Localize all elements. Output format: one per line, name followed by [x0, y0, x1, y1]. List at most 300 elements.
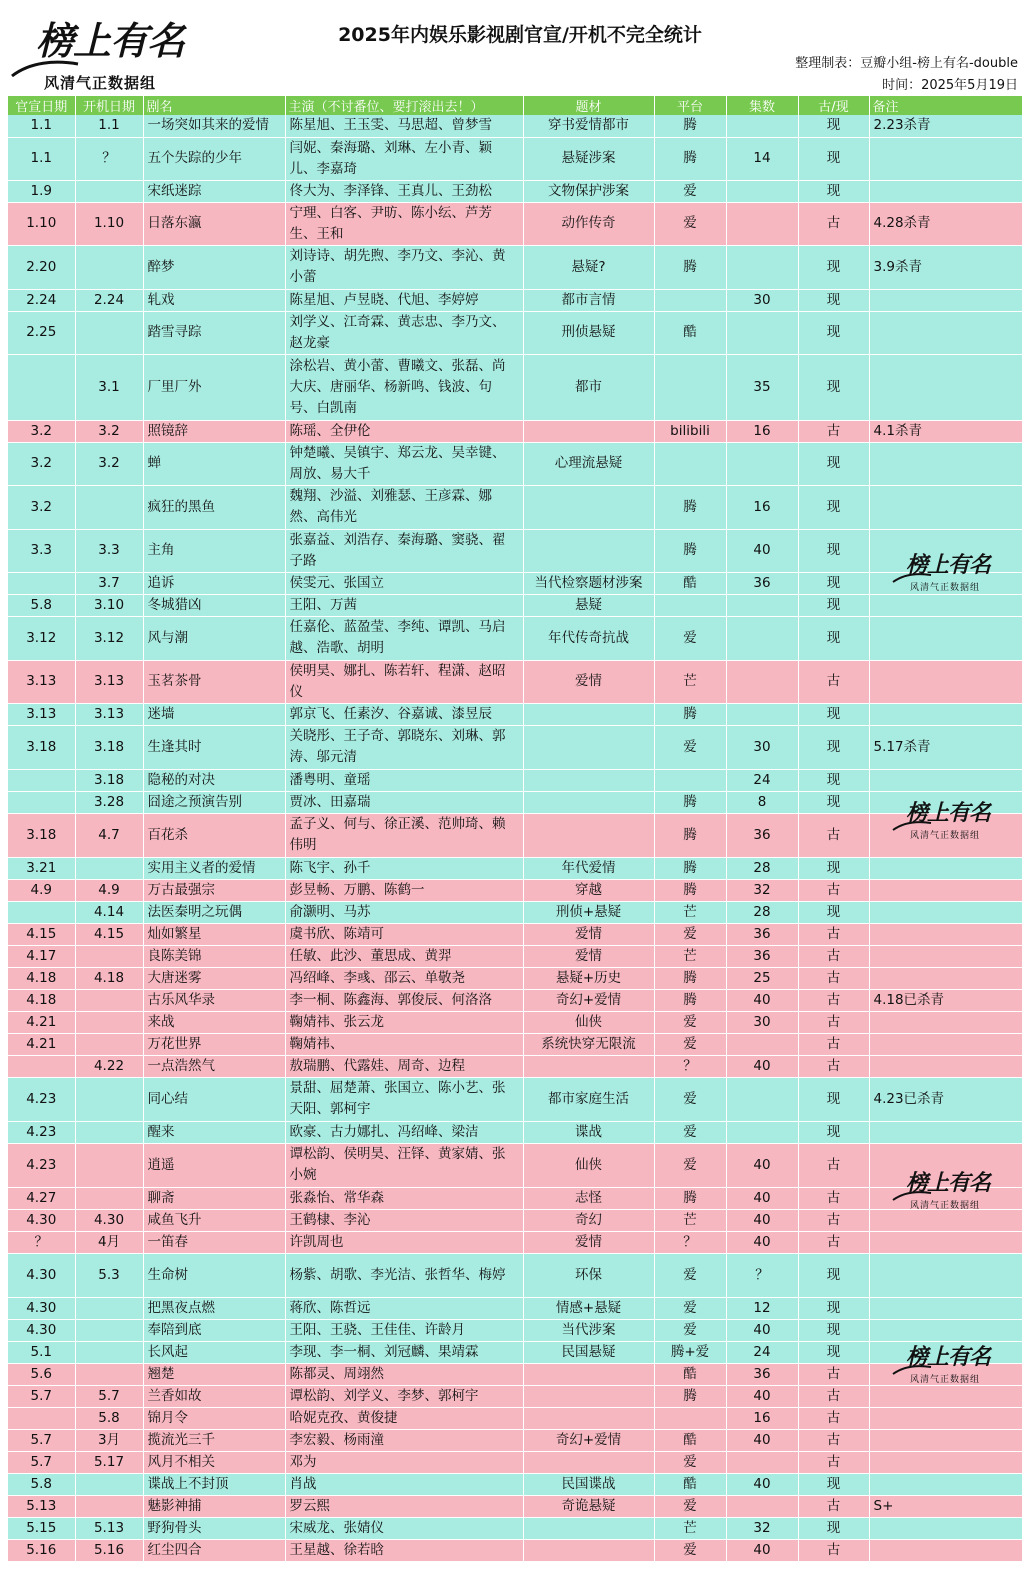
cell-cast: 欧豪、古力娜扎、冯绍峰、梁洁: [285, 1121, 523, 1143]
cell-episodes: 36: [726, 923, 798, 945]
cell-era: 古: [798, 1407, 869, 1429]
table-row: [8, 1341, 1022, 1363]
cell-start-date: [75, 1077, 143, 1121]
table-row: [8, 529, 1022, 572]
cell-genre: 穿越: [523, 879, 654, 901]
cell-platform: 爱: [654, 1319, 726, 1341]
cell-drama-title: 追诉: [143, 572, 285, 594]
cell-platform: 腾: [654, 857, 726, 879]
cell-drama-title: 日落东瀛: [143, 202, 285, 245]
col-header-platform: 平台: [654, 96, 726, 115]
cell-notes: [869, 1121, 1022, 1143]
cell-start-date: [75, 180, 143, 202]
cell-drama-title: 风月不相关: [143, 1451, 285, 1473]
cell-platform: 腾: [654, 529, 726, 572]
cell-cast: 佟大为、李泽锋、王真儿、王劲松: [285, 180, 523, 202]
cell-platform: 爱: [654, 1539, 726, 1561]
cell-drama-title: 逍遥: [143, 1143, 285, 1187]
cell-episodes: 24: [726, 1341, 798, 1363]
cell-announce-date: 5.8: [8, 1473, 75, 1495]
cell-start-date: [75, 857, 143, 879]
cell-cast: 蒋欣、陈哲远: [285, 1297, 523, 1319]
cell-drama-title: 良陈美锦: [143, 945, 285, 967]
cell-genre: [523, 769, 654, 791]
cell-announce-date: 3.18: [8, 813, 75, 857]
cell-platform: 酷: [654, 1363, 726, 1385]
cell-drama-title: 谍战上不封顶: [143, 1473, 285, 1495]
cell-cast: 郭京飞、任素汐、谷嘉诚、漆昱辰: [285, 703, 523, 725]
cell-start-date: 3.18: [75, 725, 143, 769]
cell-notes: [869, 137, 1022, 180]
cell-platform: 爱: [654, 1143, 726, 1187]
watermark-logo: [888, 1340, 998, 1390]
cell-genre: 都市家庭生活: [523, 1077, 654, 1121]
cell-notes: [869, 857, 1022, 879]
cell-start-date: 4月: [75, 1231, 143, 1253]
cell-episodes: 40: [726, 1319, 798, 1341]
table-row: [8, 442, 1022, 485]
cell-episodes: [726, 660, 798, 703]
cell-start-date: 3.2: [75, 420, 143, 442]
cell-platform: 酷: [654, 572, 726, 594]
table-row: [8, 485, 1022, 529]
cell-announce-date: 1.9: [8, 180, 75, 202]
cell-notes: [869, 879, 1022, 901]
cell-era: 古: [798, 923, 869, 945]
cell-cast: 王鹤棣、李沁: [285, 1209, 523, 1231]
cell-genre: 悬疑+历史: [523, 967, 654, 989]
cell-start-date: 4.7: [75, 813, 143, 857]
cell-episodes: [726, 1451, 798, 1473]
col-header-title: 剧名: [143, 96, 285, 115]
cell-era: 现: [798, 1517, 869, 1539]
cell-era: 古: [798, 1231, 869, 1253]
table-row: [8, 572, 1022, 594]
cell-notes: 4.18已杀青: [869, 989, 1022, 1011]
watermark-text: 榜上有名: [906, 800, 991, 826]
cell-genre: 志怪: [523, 1187, 654, 1209]
table-row: [8, 420, 1022, 442]
cell-notes: [869, 311, 1022, 354]
cell-genre: [523, 791, 654, 813]
cell-episodes: 40: [726, 1209, 798, 1231]
cell-cast: 刘学义、江奇霖、黄志忠、李乃文、赵龙豪: [285, 311, 523, 354]
cell-drama-title: 灿如繁星: [143, 923, 285, 945]
cell-drama-title: 风与潮: [143, 616, 285, 660]
cell-era: 现: [798, 485, 869, 529]
cell-era: 现: [798, 180, 869, 202]
cell-announce-date: 2.25: [8, 311, 75, 354]
cell-drama-title: 轧戏: [143, 289, 285, 311]
table-row: [8, 857, 1022, 879]
cell-drama-title: 法医秦明之玩偶: [143, 901, 285, 923]
cell-platform: [654, 354, 726, 420]
cell-platform: 腾: [654, 879, 726, 901]
cell-drama-title: 迷墙: [143, 703, 285, 725]
cell-start-date: 3.7: [75, 572, 143, 594]
cell-platform: ？: [654, 1231, 726, 1253]
cell-episodes: 35: [726, 354, 798, 420]
cell-announce-date: 5.13: [8, 1495, 75, 1517]
cell-episodes: 28: [726, 901, 798, 923]
cell-drama-title: 五个失踪的少年: [143, 137, 285, 180]
cell-notes: [869, 1011, 1022, 1033]
cell-cast: 李现、李一桐、刘冠麟、果靖霖: [285, 1341, 523, 1363]
cell-episodes: 28: [726, 857, 798, 879]
cell-start-date: [75, 1143, 143, 1187]
cell-episodes: 40: [726, 1429, 798, 1451]
cell-announce-date: 1.10: [8, 202, 75, 245]
cell-genre: 民国谍战: [523, 1473, 654, 1495]
cell-episodes: [726, 202, 798, 245]
cell-start-date: 3.28: [75, 791, 143, 813]
table-row: [8, 660, 1022, 703]
cell-genre: 文物保护涉案: [523, 180, 654, 202]
cell-episodes: 40: [726, 1231, 798, 1253]
cell-cast: 涂松岩、黄小蕾、曹曦文、张磊、尚大庆、唐丽华、杨新鸣、钱波、句号、白凯南: [285, 354, 523, 420]
cell-notes: [869, 901, 1022, 923]
cell-notes: [869, 485, 1022, 529]
cell-genre: 仙侠: [523, 1011, 654, 1033]
cell-platform: 爱: [654, 1011, 726, 1033]
cell-cast: 许凯周也: [285, 1231, 523, 1253]
cell-drama-title: 宋纸迷踪: [143, 180, 285, 202]
cell-era: 古: [798, 967, 869, 989]
cell-drama-title: 聊斋: [143, 1187, 285, 1209]
cell-cast: 孟子义、何与、徐正溪、范帅琦、赖伟明: [285, 813, 523, 857]
table-row: [8, 945, 1022, 967]
cell-announce-date: 1.1: [8, 115, 75, 137]
cell-drama-title: 生命树: [143, 1253, 285, 1297]
table-row: [8, 1407, 1022, 1429]
cell-era: 古: [798, 1495, 869, 1517]
cell-genre: 爱情: [523, 1231, 654, 1253]
cell-notes: [869, 1473, 1022, 1495]
cell-platform: [654, 1407, 726, 1429]
cell-announce-date: 5.1: [8, 1341, 75, 1363]
cell-cast: 关晓彤、王子奇、郭晓东、刘琳、郭涛、邬元清: [285, 725, 523, 769]
cell-platform: 爱: [654, 1253, 726, 1297]
cell-cast: 谭松韵、刘学义、李梦、郭柯宇: [285, 1385, 523, 1407]
cell-platform: [654, 442, 726, 485]
cell-era: 古: [798, 945, 869, 967]
table-row: [8, 1495, 1022, 1517]
cell-drama-title: 兰香如故: [143, 1385, 285, 1407]
cell-era: 现: [798, 1121, 869, 1143]
col-header-era: 古/现: [798, 96, 869, 115]
cell-announce-date: 4.21: [8, 1033, 75, 1055]
cell-platform: 腾+爱: [654, 1341, 726, 1363]
table-row: [8, 967, 1022, 989]
cell-genre: [523, 1539, 654, 1561]
cell-announce-date: [8, 1055, 75, 1077]
cell-era: 古: [798, 1011, 869, 1033]
cell-start-date: [75, 1495, 143, 1517]
cell-episodes: 30: [726, 725, 798, 769]
cell-notes: 4.28杀青: [869, 202, 1022, 245]
cell-notes: [869, 1539, 1022, 1561]
cell-announce-date: 5.6: [8, 1363, 75, 1385]
cell-start-date: [75, 1033, 143, 1055]
cell-episodes: [726, 1495, 798, 1517]
cell-era: 现: [798, 769, 869, 791]
watermark-logo: [888, 548, 998, 598]
cell-start-date: [75, 989, 143, 1011]
cell-cast: 鞠婧祎、张云龙: [285, 1011, 523, 1033]
cell-era: 现: [798, 354, 869, 420]
cell-announce-date: 2.24: [8, 289, 75, 311]
table-row: [8, 923, 1022, 945]
cell-start-date: 5.7: [75, 1385, 143, 1407]
table-row: [8, 1231, 1022, 1253]
cell-drama-title: 同心结: [143, 1077, 285, 1121]
cell-platform: 酷: [654, 1473, 726, 1495]
watermark-subtext: 风清气正数据组: [910, 1201, 981, 1211]
cell-genre: [523, 1407, 654, 1429]
cell-cast: 景甜、屈楚萧、张国立、陈小艺、张天阳、郭柯宇: [285, 1077, 523, 1121]
cell-era: 现: [798, 725, 869, 769]
cell-notes: [869, 1231, 1022, 1253]
cell-platform: 爱: [654, 1297, 726, 1319]
cell-announce-date: 3.3: [8, 529, 75, 572]
cell-drama-title: 百花杀: [143, 813, 285, 857]
table-row: [8, 1011, 1022, 1033]
cell-episodes: 16: [726, 1407, 798, 1429]
table-row: [8, 1143, 1022, 1187]
cell-drama-title: 把黑夜点燃: [143, 1297, 285, 1319]
cell-era: 古: [798, 1209, 869, 1231]
cell-drama-title: 野狗骨头: [143, 1517, 285, 1539]
cell-episodes: [726, 703, 798, 725]
cell-platform: 腾: [654, 813, 726, 857]
cell-start-date: 3.12: [75, 616, 143, 660]
cell-platform: 爱: [654, 202, 726, 245]
cell-notes: 2.23杀青: [869, 115, 1022, 137]
cell-start-date: ？: [75, 137, 143, 180]
table-row: [8, 1429, 1022, 1451]
cell-platform: 芒: [654, 945, 726, 967]
cell-episodes: [726, 115, 798, 137]
cell-era: 古: [798, 1429, 869, 1451]
cell-cast: 钟楚曦、吴镇宇、郑云龙、吴幸键、周放、易大千: [285, 442, 523, 485]
cell-episodes: [726, 311, 798, 354]
cell-announce-date: 4.21: [8, 1011, 75, 1033]
cell-platform: 爱: [654, 180, 726, 202]
cell-episodes: 40: [726, 1143, 798, 1187]
cell-episodes: 40: [726, 529, 798, 572]
cell-start-date: [75, 1297, 143, 1319]
cell-genre: 悬疑涉案: [523, 137, 654, 180]
cell-genre: 穿书爱情都市: [523, 115, 654, 137]
table-row: [8, 311, 1022, 354]
cell-drama-title: 大唐迷雾: [143, 967, 285, 989]
cell-cast: 王星越、徐若晗: [285, 1539, 523, 1561]
cell-cast: 敖瑞鹏、代露娃、周奇、边程: [285, 1055, 523, 1077]
cell-cast: 宋威龙、张婧仪: [285, 1517, 523, 1539]
page-title: 2025年内娱乐影视剧官宣/开机不完全统计: [338, 24, 702, 46]
cell-genre: 刑侦悬疑: [523, 311, 654, 354]
cell-episodes: 16: [726, 420, 798, 442]
cell-era: 现: [798, 791, 869, 813]
cell-drama-title: 醒来: [143, 1121, 285, 1143]
cell-cast: 李宏毅、杨雨潼: [285, 1429, 523, 1451]
table-row: [8, 989, 1022, 1011]
cell-cast: 潘粤明、童瑶: [285, 769, 523, 791]
cell-announce-date: 3.2: [8, 420, 75, 442]
cell-drama-title: 冬城猎凶: [143, 594, 285, 616]
cell-genre: 环保: [523, 1253, 654, 1297]
cell-genre: 心理流悬疑: [523, 442, 654, 485]
cell-notes: [869, 1407, 1022, 1429]
cell-notes: [869, 660, 1022, 703]
cell-drama-title: 玉茗茶骨: [143, 660, 285, 703]
cell-notes: [869, 1297, 1022, 1319]
cell-episodes: [726, 442, 798, 485]
cell-episodes: 14: [726, 137, 798, 180]
cell-cast: 王阳、万茜: [285, 594, 523, 616]
col-header-genre: 题材: [523, 96, 654, 115]
cell-notes: [869, 1319, 1022, 1341]
cell-platform: 酷: [654, 311, 726, 354]
cell-genre: 当代检察题材涉案: [523, 572, 654, 594]
table-row: [8, 1451, 1022, 1473]
cell-era: 现: [798, 245, 869, 289]
cell-episodes: 12: [726, 1297, 798, 1319]
cell-platform: 酷: [654, 1429, 726, 1451]
cell-cast: 罗云熙: [285, 1495, 523, 1517]
cell-cast: 哈妮克孜、黄俊捷: [285, 1407, 523, 1429]
cell-platform: [654, 769, 726, 791]
cell-genre: 仙侠: [523, 1143, 654, 1187]
cell-start-date: [75, 485, 143, 529]
cell-genre: [523, 813, 654, 857]
cell-start-date: 3.2: [75, 442, 143, 485]
cell-genre: 动作传奇: [523, 202, 654, 245]
cell-notes: [869, 442, 1022, 485]
cell-drama-title: 魅影神捕: [143, 1495, 285, 1517]
cell-era: 古: [798, 1033, 869, 1055]
cell-era: 现: [798, 115, 869, 137]
cell-announce-date: 3.18: [8, 725, 75, 769]
cell-start-date: [75, 1473, 143, 1495]
cell-era: 现: [798, 703, 869, 725]
cell-start-date: [75, 1363, 143, 1385]
cell-drama-title: 生逢其时: [143, 725, 285, 769]
table-row: [8, 1253, 1022, 1297]
cell-announce-date: 4.23: [8, 1143, 75, 1187]
cell-announce-date: 5.8: [8, 594, 75, 616]
cell-cast: 陈瑶、全伊伦: [285, 420, 523, 442]
cell-episodes: [726, 180, 798, 202]
cell-genre: [523, 1055, 654, 1077]
cell-genre: 年代爱情: [523, 857, 654, 879]
table-row: [8, 1033, 1022, 1055]
cell-era: 现: [798, 572, 869, 594]
cell-platform: 爱: [654, 1121, 726, 1143]
table-row: [8, 769, 1022, 791]
cell-era: 古: [798, 660, 869, 703]
cell-genre: [523, 725, 654, 769]
cell-start-date: [75, 945, 143, 967]
table-row: [8, 180, 1022, 202]
table-row: [8, 594, 1022, 616]
cell-start-date: 3.1: [75, 354, 143, 420]
cell-genre: 情感+悬疑: [523, 1297, 654, 1319]
cell-platform: [654, 594, 726, 616]
cell-drama-title: 照镜辞: [143, 420, 285, 442]
cell-start-date: 5.8: [75, 1407, 143, 1429]
col-header-episodes: 集数: [726, 96, 798, 115]
cell-announce-date: 3.12: [8, 616, 75, 660]
cell-start-date: 3.18: [75, 769, 143, 791]
cell-announce-date: 4.15: [8, 923, 75, 945]
cell-era: 现: [798, 1297, 869, 1319]
cell-drama-title: 揽流光三千: [143, 1429, 285, 1451]
cell-drama-title: 踏雪寻踪: [143, 311, 285, 354]
watermark-logo: [888, 1166, 998, 1216]
cell-episodes: 40: [726, 1385, 798, 1407]
cell-era: 古: [798, 879, 869, 901]
cell-notes: [869, 180, 1022, 202]
cell-genre: 系统快穿无限流: [523, 1033, 654, 1055]
cell-drama-title: 实用主义者的爱情: [143, 857, 285, 879]
cell-era: 古: [798, 813, 869, 857]
cell-notes: [869, 1055, 1022, 1077]
cell-episodes: 8: [726, 791, 798, 813]
cell-announce-date: [8, 901, 75, 923]
cell-cast: 谭松韵、侯明昊、汪铎、黄家婧、张小婉: [285, 1143, 523, 1187]
cell-notes: [869, 967, 1022, 989]
cell-cast: 侯明昊、娜扎、陈若轩、程潇、赵昭仪: [285, 660, 523, 703]
cell-genre: [523, 1363, 654, 1385]
cell-episodes: 36: [726, 1363, 798, 1385]
cell-era: 古: [798, 202, 869, 245]
cell-cast: 闫妮、秦海璐、刘琳、左小青、颖儿、李嘉琦: [285, 137, 523, 180]
cell-platform: 爱: [654, 725, 726, 769]
watermark-text: 榜上有名: [906, 1170, 991, 1196]
cell-platform: 爱: [654, 923, 726, 945]
cell-announce-date: 4.17: [8, 945, 75, 967]
cell-announce-date: [8, 769, 75, 791]
cell-platform: 腾: [654, 245, 726, 289]
cell-notes: 4.23已杀青: [869, 1077, 1022, 1121]
cell-era: 古: [798, 1187, 869, 1209]
table-body: [8, 115, 1022, 1561]
cell-genre: [523, 1385, 654, 1407]
cell-genre: 奇幻+爱情: [523, 1429, 654, 1451]
cell-platform: 芒: [654, 901, 726, 923]
cell-genre: 都市言情: [523, 289, 654, 311]
maker-credit: 整理制表：豆瓣小组-榜上有名-double: [795, 56, 1018, 71]
logo-subtitle: 风清气正数据组: [44, 74, 157, 92]
cell-platform: [654, 289, 726, 311]
cell-announce-date: 2.20: [8, 245, 75, 289]
cell-announce-date: [8, 572, 75, 594]
cell-platform: bilibili: [654, 420, 726, 442]
cell-era: 现: [798, 137, 869, 180]
cell-episodes: 36: [726, 813, 798, 857]
cell-platform: ？: [654, 1055, 726, 1077]
cell-era: 现: [798, 594, 869, 616]
cell-announce-date: 4.18: [8, 989, 75, 1011]
cell-genre: 年代传奇抗战: [523, 616, 654, 660]
cell-genre: 爱情: [523, 660, 654, 703]
cell-start-date: [75, 1011, 143, 1033]
watermark-text: 榜上有名: [906, 552, 991, 578]
cell-notes: [869, 703, 1022, 725]
cell-announce-date: 5.7: [8, 1451, 75, 1473]
cell-genre: [523, 1517, 654, 1539]
